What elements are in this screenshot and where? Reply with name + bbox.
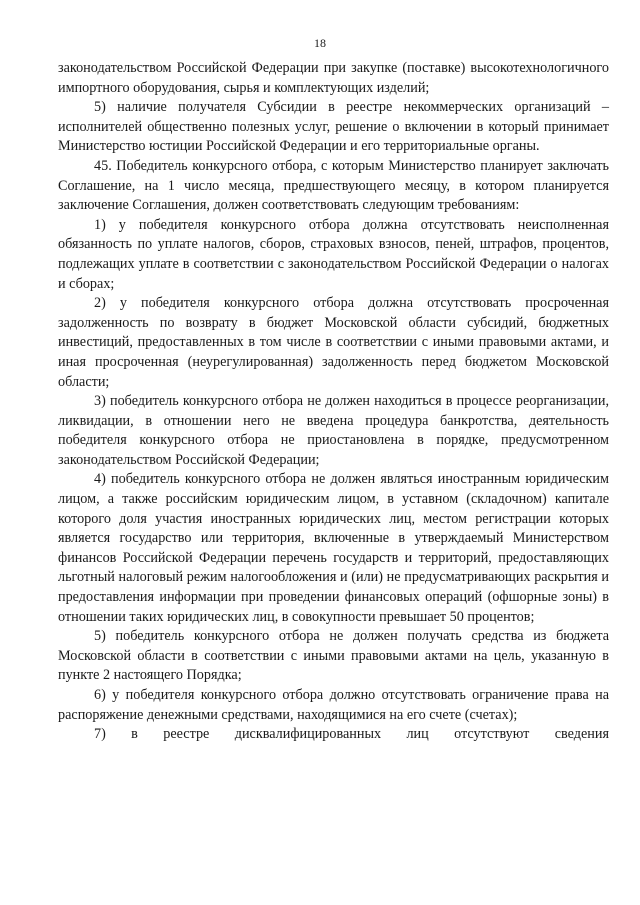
paragraph-requirement-6: 6) у победителя конкурсного отбора должно отсутствовать ограничение права на распоряжение денежными средствами, находящимися на его счете (счетах); <box>58 687 609 723</box>
paragraph-requirement-5: 5) победитель конкурсного отбора не должен получать средства из бюджета Московской области в соответствии с иными правовыми актами на цель, указанную в пункте 2 настоящего Порядка; <box>58 628 609 684</box>
paragraph-item-5: 5) наличие получателя Субсидии в реестре некоммерческих организаций – исполнителей общественно полезных услуг, решение о включении в который принимает Министерство юстиции Российской Федерации и его территориальные органы. <box>58 99 609 155</box>
paragraph-requirement-3: 3) победитель конкурсного отбора не должен находиться в процессе реорганизации, ликвидации, в отношении него не введена процедура банкротства, деятельность победителя конкурсного отбора не приостановлена в порядке, предусмотренном законодательством Российской Федерации; <box>58 393 609 468</box>
paragraph-requirement-7: 7) в реестре дисквалифицированных лиц отсутствуют сведения <box>94 726 609 743</box>
document-body <box>58 59 609 745</box>
page-number: 18 <box>314 36 326 50</box>
paragraph-section-45: 45. Победитель конкурсного отбора, с которым Министерство планирует заключать Соглашение, на 1 число месяца, предшествующего месяцу, в котором планируется заключение Соглашения, должен соответствовать следующим требованиям: <box>58 157 609 214</box>
paragraph-requirement-2: 2) у победителя конкурсного отбора должна отсутствовать просроченная задолженность по возврату в бюджет Московской области субсидий, бюджетных инвестиций, предоставленных в том числе в соответствии с иными правовыми актами, и иная просроченная (неурегулированная) задолженность перед бюджетом Московской области; <box>58 295 609 390</box>
paragraph-requirement-4: 4) победитель конкурсного отбора не должен являться иностранным юридическим лицом, а также российским юридическим лицом, в уставном (складочном) капитале которого доля участия иностранных юридических лиц, местом регистрации которых является государство или территория, включенные в утверждаемый Министерством финансов Российской Федерации перечень государств и территорий, предоставляющих льготный налоговый режим налогообложения и (или) не предусматривающих раскрытия и предоставления информации при проведении финансовых операций (офшорные зоны) в отношении таких юридических лиц, в совокупности превышает 50 процентов; <box>58 471 609 625</box>
paragraph-continuation: законодательством Российской Федерации при закупке (поставке) высокотехнологичного импортного оборудования, сырья и комплектующих изделий; <box>58 60 609 96</box>
paragraph-requirement-1: 1) у победителя конкурсного отбора должна отсутствовать неисполненная обязанность по уплате налогов, сборов, страховых взносов, пеней, штрафов, процентов, подлежащих уплате в соответствии с законодательством Российской Федерации о налогах и сборах; <box>58 216 609 292</box>
